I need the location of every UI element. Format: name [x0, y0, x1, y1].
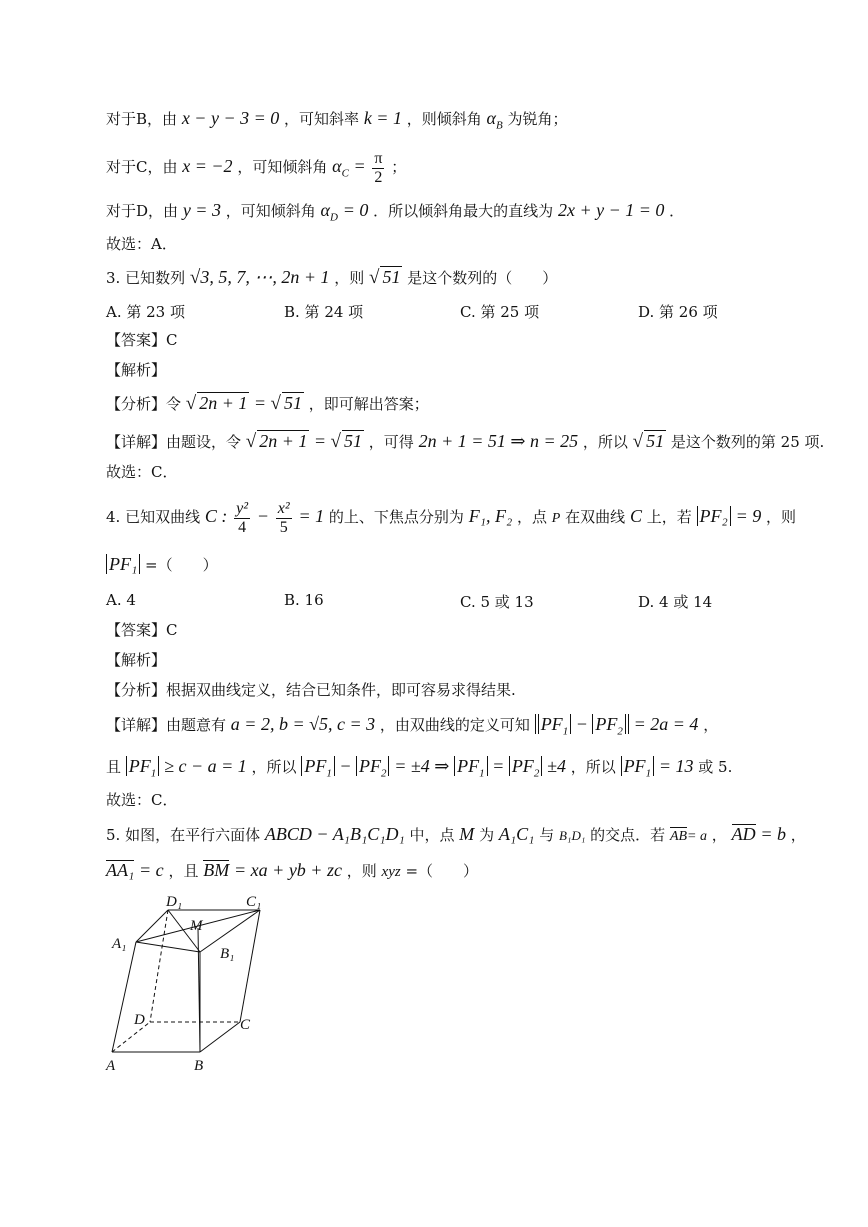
question-4-cont: PF₁ =（ ）: [106, 554, 218, 575]
q4-answer: 【答案】C: [106, 621, 178, 639]
q3-select: 故选：C．: [106, 463, 178, 481]
fraction-pi-over-2: $\frac{\pi}{2}$: [374, 149, 383, 186]
label-c: C: [240, 1017, 251, 1033]
q4-select: 故选：C．: [106, 791, 178, 809]
q4-line2: 且 $PF_1 \ge c - a = 1$ ，所以 $PF_1 - PF_2 = \pm 4$ ⇒ $PF_1 = PF_2 \pm 4$ ，所以 $PF_1 = 13$ 或 5.: [106, 756, 733, 780]
option-c: C. 5 或 13: [460, 593, 534, 611]
q3-answer: 【答案】C: [106, 331, 178, 349]
label-c1: C₁: [246, 894, 262, 910]
q3-fenxi: 【分析】令 √ 2n + 1 = √ 51 ，即可解出答案；: [106, 393, 429, 414]
option-d: D. 4 或 14: [638, 593, 713, 611]
q4-fenxi: 【分析】根据双曲线定义，结合已知条件，即可容易求得结果.: [106, 681, 516, 699]
question-5: 5. 如图，在平行六面体 ABCD − A₁B₁C₁D₁ 中，点 M 为 A₁C₁ 与 B₁D₁ 的交点．若 AB= a ， AD = b ，: [106, 824, 806, 844]
q3-analysis-label: 【解析】: [106, 361, 167, 379]
label-b: B: [194, 1058, 204, 1074]
q3-xiangjie: 【详解】由题设，令 √ 2n + 1 = √ 51 ，可得 2n + 1 = 51 ⇒ n = 25 ，所以 √ 51 是这个数列的第 25 项.: [106, 431, 825, 452]
option-b: B. 第 24 项: [284, 303, 364, 321]
label-a: A: [106, 1058, 116, 1074]
line-b: 对于B，由 x − y − 3 = 0 ，可知斜率 k = 1 ，则倾斜角 $\alpha_B$ 为锐角；: [106, 108, 568, 132]
question-3: 3. 已知数列 √3, 5, 7, ⋯, 2n + 1 ，则 √ 51 是这个数列的（ ）: [106, 267, 558, 288]
question-5-cont: AA₁ = c ，且 BM = xa + yb + zc ，则 xyz =（ ）: [106, 860, 479, 880]
q4-xiangjie: 【详解】由题意有 a = 2, b = √5, c = 3 ，由双曲线的定义可知 $PF_1 - PF_2 = 2a = 4$ ，: [106, 714, 719, 738]
question-4: 4. 已知双曲线 C : $\frac{\text{y²}}{4}$ − $\frac{\text{x²}}{5}$ = 1 的上、下焦点分别为 F₁, F₂ ，点 P 在双曲线 C 上，若 PF₂ = 9 ，则: [106, 499, 797, 536]
label-m: M: [190, 918, 203, 934]
line-c: 对于C，由 x = −2 ，可知倾斜角 $\alpha_C$ = $\frac{\pi}{2}$ ；: [106, 149, 407, 186]
label-d: D: [134, 1012, 145, 1028]
parallelepiped-figure: [100, 892, 290, 1082]
label-d1: D₁: [166, 894, 183, 910]
option-a: A. 4: [106, 591, 136, 609]
option-b: B. 16: [284, 591, 324, 609]
option-a: A. 第 23 项: [106, 303, 185, 321]
q4-analysis-label: 【解析】: [106, 651, 167, 669]
line-d: 对于D，由 y = 3 ，可知倾斜角 $\alpha_D = 0$ ．所以倾斜角最大的直线为 2x + y − 1 = 0 ．: [106, 200, 685, 224]
select-a: 故选：A．: [106, 235, 177, 253]
option-c: C. 第 25 项: [460, 303, 540, 321]
option-d: D. 第 26 项: [638, 303, 718, 321]
label-b1: B₁: [220, 946, 235, 962]
label-a1: A₁: [112, 936, 127, 952]
